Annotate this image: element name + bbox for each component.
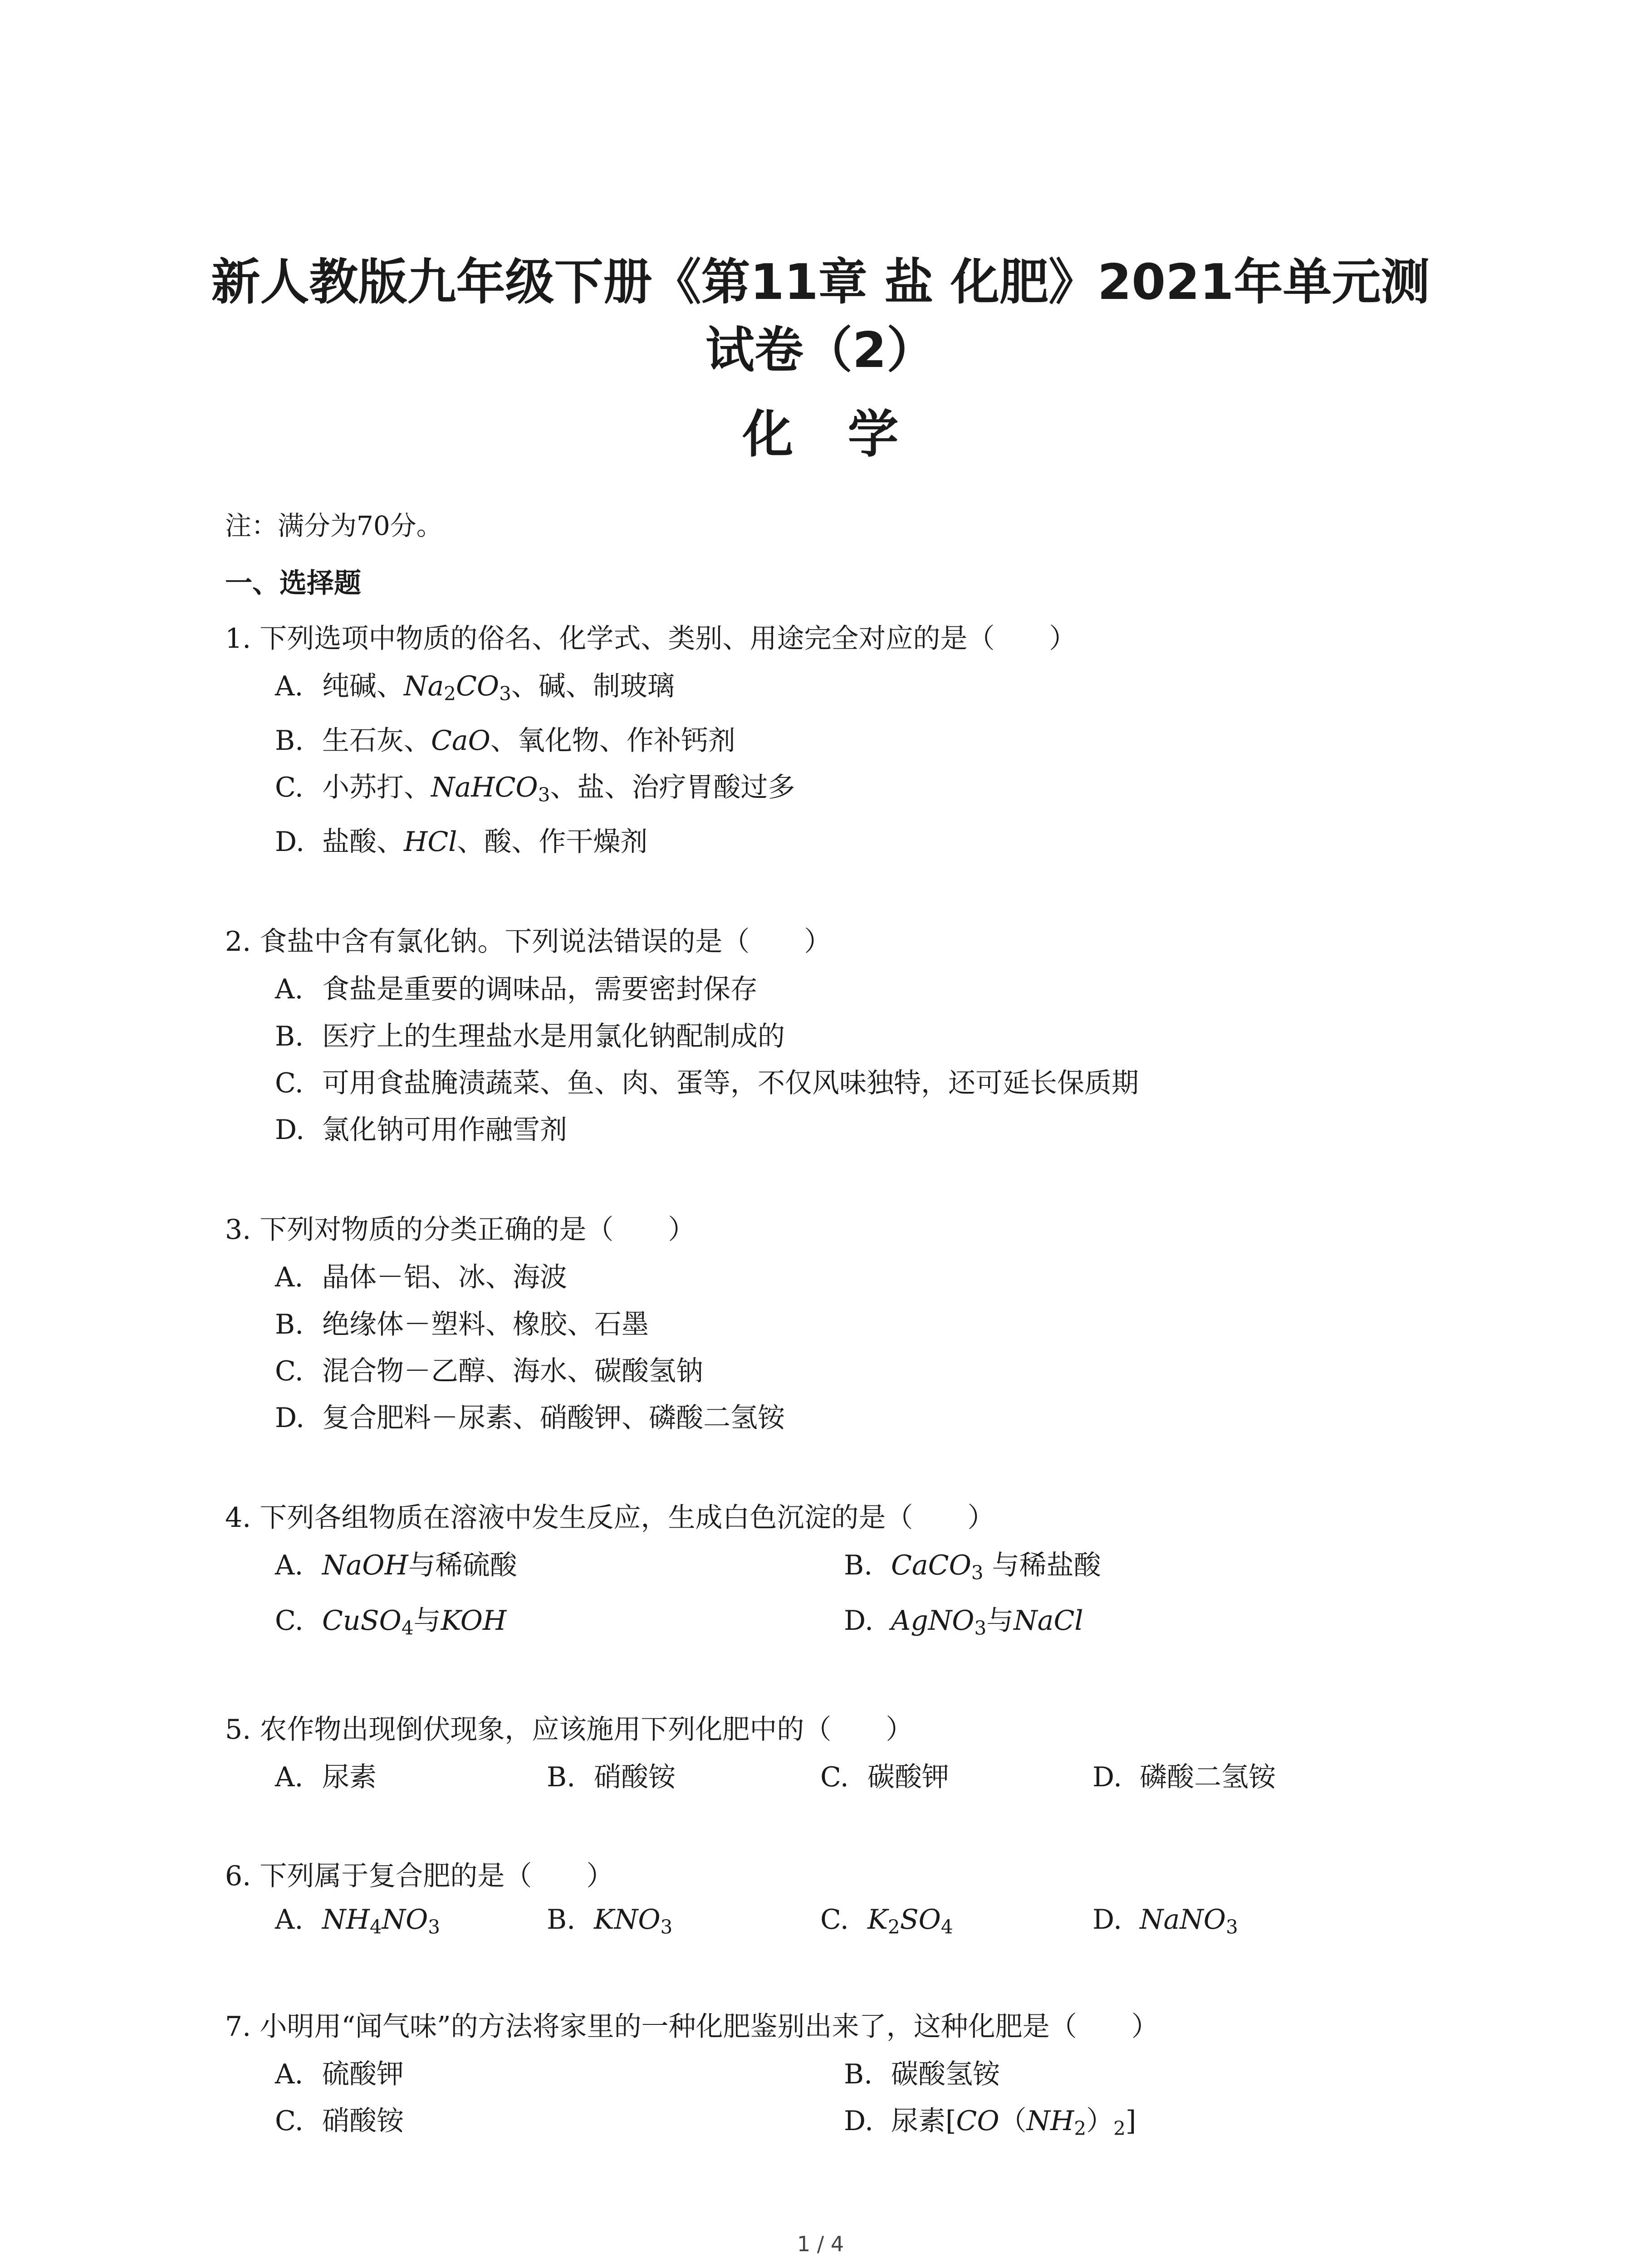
question-3-stem: 3. 下列对物质的分类正确的是（ ） [225, 1214, 696, 1246]
subject-heading: 化学 [742, 405, 953, 464]
subscript: 2 [1074, 2117, 1087, 2140]
option-label: A. [275, 1904, 304, 1936]
question-5-stem: 5. 农作物出现倒伏现象，应该施用下列化肥中的（ ） [225, 1714, 913, 1745]
formula: NaCl [1014, 1605, 1083, 1637]
question-1-stem: 1. 下列选项中物质的俗名、化学式、类别、用途完全对应的是（ ） [225, 623, 1077, 655]
option-text: 碳酸氢铵 [891, 2058, 1000, 2090]
option-label: B. [275, 1021, 304, 1052]
option-label: C. [820, 1761, 849, 1793]
q3-option-b [275, 1303, 649, 1342]
q5-option-c [820, 1755, 949, 1794]
q3-option-c [275, 1349, 703, 1388]
question-6-stem: 6. 下列属于复合肥的是（ ） [225, 1860, 614, 1892]
option-text: 混合物－乙醇、海水、碳酸氢钠 [322, 1355, 703, 1387]
option-label: B. [275, 1309, 304, 1340]
option-label: B. [547, 1761, 576, 1793]
option-label: A. [275, 1761, 304, 1793]
formula: CaCO [891, 1549, 971, 1581]
option-text: 尿素[ [891, 2105, 956, 2137]
q1-option-d [275, 820, 647, 859]
option-text: 、碱、制玻璃 [511, 670, 675, 702]
q7-option-d [844, 2099, 1136, 2138]
q3-option-a [275, 1256, 567, 1295]
option-label: C. [275, 2105, 304, 2137]
option-text: 磷酸二氢铵 [1140, 1761, 1276, 1793]
formula: K [867, 1904, 888, 1936]
option-text: 、酸、作干燥剂 [457, 826, 648, 858]
formula: SO [900, 1904, 941, 1936]
q2-option-c [275, 1061, 1139, 1100]
option-text: 医疗上的生理盐水是用氯化钠配制成的 [322, 1021, 785, 1052]
q5-option-d [1092, 1755, 1276, 1794]
subscript: 4 [941, 1916, 953, 1938]
formula: KNO [594, 1904, 661, 1936]
q3-option-d [275, 1396, 785, 1435]
option-label: D. [275, 1114, 305, 1146]
option-text: ] [1125, 2105, 1136, 2137]
option-label: A. [275, 2058, 304, 2090]
option-label: C. [820, 1904, 849, 1936]
q4-option-d [844, 1599, 1083, 1638]
option-label: A. [275, 1549, 304, 1581]
option-label: D. [1092, 1761, 1122, 1793]
q1-option-c [275, 766, 795, 805]
subscript: 2 [1113, 2117, 1126, 2140]
option-label: B. [844, 1549, 873, 1581]
subscript: 3 [971, 1561, 984, 1584]
option-text: （ [999, 2105, 1027, 2137]
option-text: 食盐是重要的调味品，需要密封保存 [322, 973, 758, 1005]
title-line-1: 新人教版九年级下册《第11章 盐 化肥》2021年单元测 [211, 254, 1430, 311]
formula: HCl [404, 826, 457, 858]
option-text: 盐酸、 [322, 826, 404, 858]
option-label: C. [275, 1067, 304, 1099]
option-text: 晶体－铝、冰、海波 [322, 1261, 567, 1293]
option-label: D. [275, 1402, 305, 1434]
option-text: 与 [986, 1605, 1014, 1637]
option-text: 复合肥料－尿素、硝酸钾、磷酸二氢铵 [322, 1402, 785, 1434]
option-text: 与稀盐酸 [983, 1549, 1101, 1581]
q1-option-b [275, 719, 735, 758]
option-text: 碳酸钾 [867, 1761, 949, 1793]
subscript: 3 [538, 783, 550, 806]
option-label: D. [844, 1605, 874, 1637]
subscript: 3 [1225, 1916, 1238, 1938]
formula: CO [456, 670, 500, 702]
option-label: A. [275, 670, 304, 702]
score-note: 注：满分为70分。 [225, 510, 443, 541]
option-text: 氯化钠可用作融雪剂 [322, 1114, 567, 1146]
formula: CuSO [322, 1605, 402, 1637]
q6-option-b [547, 1904, 672, 1936]
option-label: B. [275, 725, 304, 757]
option-text: 与稀硫酸 [408, 1549, 517, 1581]
subscript: 3 [974, 1617, 987, 1639]
q4-option-a [275, 1544, 517, 1583]
option-label: A. [275, 1261, 304, 1293]
option-text: 尿素 [322, 1761, 377, 1793]
formula: NaHCO [431, 772, 538, 803]
formula: NaNO [1140, 1904, 1226, 1936]
q6-option-a [275, 1904, 440, 1936]
q5-option-a [275, 1755, 377, 1794]
subscript: 4 [369, 1916, 382, 1938]
subscript: 3 [499, 682, 511, 705]
q6-option-c [820, 1904, 953, 1936]
formula: NO [382, 1904, 428, 1936]
option-label: D. [275, 826, 305, 858]
option-text: 生石灰、 [322, 725, 431, 757]
option-text: 硫酸钾 [322, 2058, 404, 2090]
section-title: 一、选择题 [225, 567, 361, 599]
option-text: 可用食盐腌渍蔬菜、鱼、肉、蛋等，不仅风味独特，还可延长保质期 [322, 1067, 1139, 1099]
option-label: C. [275, 1605, 304, 1637]
q7-option-c [275, 2099, 404, 2138]
option-label: B. [844, 2058, 873, 2090]
question-7-stem: 7. 小明用“闻气味”的方法将家里的一种化肥鉴别出来了，这种化肥是（ ） [225, 2011, 1159, 2043]
formula: Na [404, 670, 444, 702]
option-text: ） [1086, 2105, 1114, 2137]
formula: CO [956, 2105, 999, 2137]
subscript: 4 [401, 1617, 414, 1639]
subscript: 3 [660, 1916, 673, 1938]
exam-title [136, 249, 1505, 385]
q4-option-c [275, 1599, 506, 1638]
option-label: C. [275, 1355, 304, 1387]
option-label: D. [1092, 1904, 1122, 1936]
option-text: 、盐、治疗胃酸过多 [550, 772, 795, 803]
formula: NaOH [322, 1549, 408, 1581]
formula: AgNO [891, 1605, 975, 1637]
q2-option-a [275, 968, 758, 1007]
option-label: D. [844, 2105, 874, 2137]
option-text: 、氧化物、作补钙剂 [490, 725, 735, 757]
title-line-2: 试卷（2） [705, 322, 936, 379]
q7-option-a [275, 2053, 404, 2092]
page-number: 1 / 4 [797, 2232, 844, 2256]
formula: NH [322, 1904, 370, 1936]
q2-option-d [275, 1108, 567, 1147]
option-text: 硝酸铵 [322, 2105, 404, 2137]
q5-option-b [547, 1755, 676, 1794]
formula: CaO [431, 725, 490, 757]
option-label: A. [275, 973, 304, 1005]
option-text: 与 [413, 1605, 441, 1637]
option-label: C. [275, 772, 304, 803]
option-text: 硝酸铵 [594, 1761, 676, 1793]
question-2-stem: 2. 食盐中含有氯化钠。下列说法错误的是（ ） [225, 926, 832, 958]
option-text: 纯碱、 [322, 670, 404, 702]
subscript: 2 [887, 1916, 900, 1938]
option-text: 绝缘体－塑料、橡胶、石墨 [322, 1309, 649, 1340]
formula: NH [1026, 2105, 1074, 2137]
question-4-stem: 4. 下列各组物质在溶液中发生反应，生成白色沉淀的是（ ） [225, 1502, 995, 1534]
formula: KOH [441, 1605, 507, 1637]
q6-option-d [1092, 1904, 1238, 1936]
q1-option-a [275, 665, 675, 704]
subscript: 2 [444, 682, 456, 705]
option-text: 小苏打、 [322, 772, 431, 803]
q2-option-b [275, 1015, 785, 1054]
q7-option-b [844, 2053, 1000, 2092]
q4-option-b [844, 1544, 1101, 1583]
option-label: B. [547, 1904, 576, 1936]
subscript: 3 [428, 1916, 440, 1938]
